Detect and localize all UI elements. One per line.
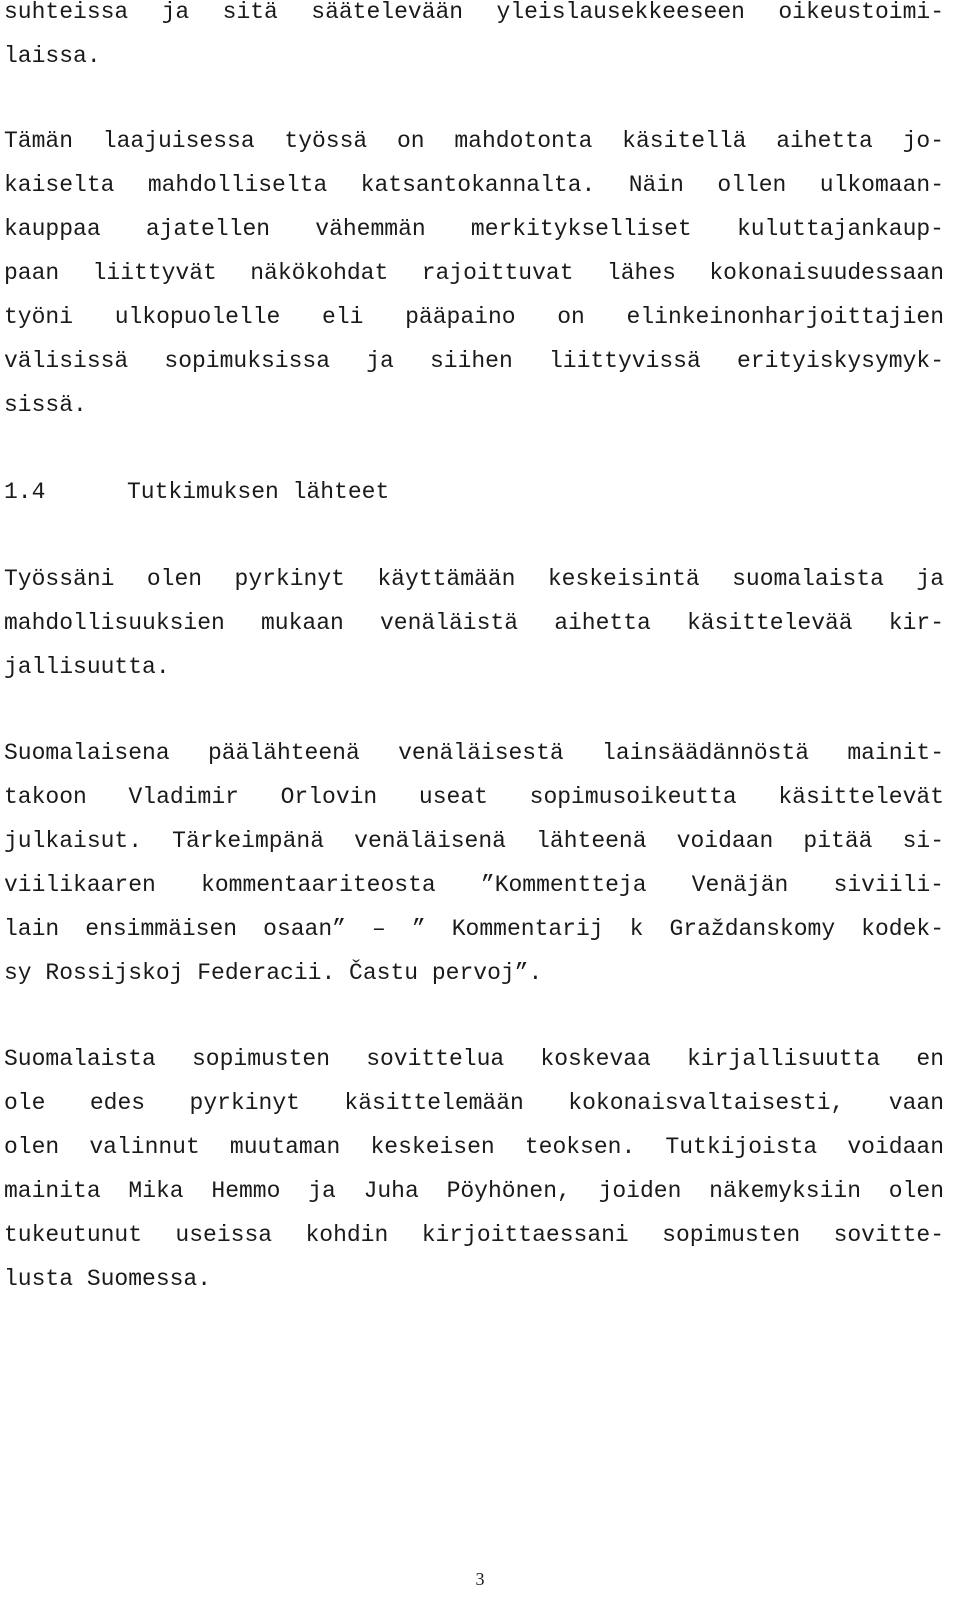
section-number: 1.4: [4, 479, 46, 505]
paragraph-2-line-1: Tämän laajuisessa työssä on mahdotonta käsitellä aihetta jo-: [4, 128, 944, 154]
paragraph-4-line-4: viilikaaren kommentaariteosta ”Kommentteja Venäjän siviili-: [4, 872, 944, 898]
paragraph-5-line-4: mainita Mika Hemmo ja Juha Pöyhönen, joiden näkemyksiin olen: [4, 1178, 944, 1204]
paragraph-2-line-2: kaiselta mahdolliselta katsantokannalta. Näin ollen ulkomaan-: [4, 172, 944, 198]
paragraph-5-line-2: ole edes pyrkinyt käsittelemään kokonaisvaltaisesti, vaan: [4, 1090, 944, 1116]
paragraph-5-line-6: lusta Suomessa.: [4, 1266, 212, 1292]
paragraph-5-line-1: Suomalaista sopimusten sovittelua koskevaa kirjallisuutta en: [4, 1046, 944, 1072]
section-title: Tutkimuksen lähteet: [127, 479, 390, 505]
paragraph-4-line-2: takoon Vladimir Orlovin useat sopimusoikeutta käsittelevät: [4, 784, 944, 810]
paragraph-2-line-6: välisissä sopimuksissa ja siihen liittyvissä erityiskysymyk-: [4, 348, 944, 374]
paragraph-4-line-1: Suomalaisena päälähteenä venäläisestä lainsäädännöstä mainit-: [4, 740, 944, 766]
paragraph-2-line-5: työni ulkopuolelle eli pääpaino on elinkeinonharjoittajien: [4, 304, 944, 330]
paragraph-3-line-3: jallisuutta.: [4, 654, 170, 680]
paragraph-3-line-1: Työssäni olen pyrkinyt käyttämään keskeisintä suomalaista ja: [4, 566, 944, 592]
paragraph-1-line-1: suhteissa ja sitä säätelevään yleislausekkeeseen oikeustoimi-: [4, 0, 944, 25]
paragraph-2-line-7: sissä.: [4, 392, 87, 418]
paragraph-5-line-5: tukeutunut useissa kohdin kirjoittaessani sopimusten sovitte-: [4, 1222, 944, 1248]
paragraph-5-line-3: olen valinnut muutaman keskeisen teoksen. Tutkijoista voidaan: [4, 1134, 944, 1160]
paragraph-2-line-3: kauppaa ajatellen vähemmän merkitykselliset kuluttajankaup-: [4, 216, 944, 242]
paragraph-2-line-4: paan liittyvät näkökohdat rajoittuvat lähes kokonaisuudessaan: [4, 260, 944, 286]
paragraph-4-line-3: julkaisut. Tärkeimpänä venäläisenä lähteenä voidaan pitää si-: [4, 828, 944, 854]
paragraph-1-line-2: laissa.: [4, 43, 101, 69]
paragraph-3-line-2: mahdollisuuksien mukaan venäläistä aihetta käsittelevää kir-: [4, 610, 944, 636]
paragraph-4-line-6: sy Rossijskoj Federacii. Častu pervoj”.: [4, 960, 543, 986]
paragraph-4-line-5: lain ensimmäisen osaan” – ” Kommentarij k Graždanskomy kodek-: [4, 916, 944, 942]
page-number: 3: [475, 1569, 485, 1589]
